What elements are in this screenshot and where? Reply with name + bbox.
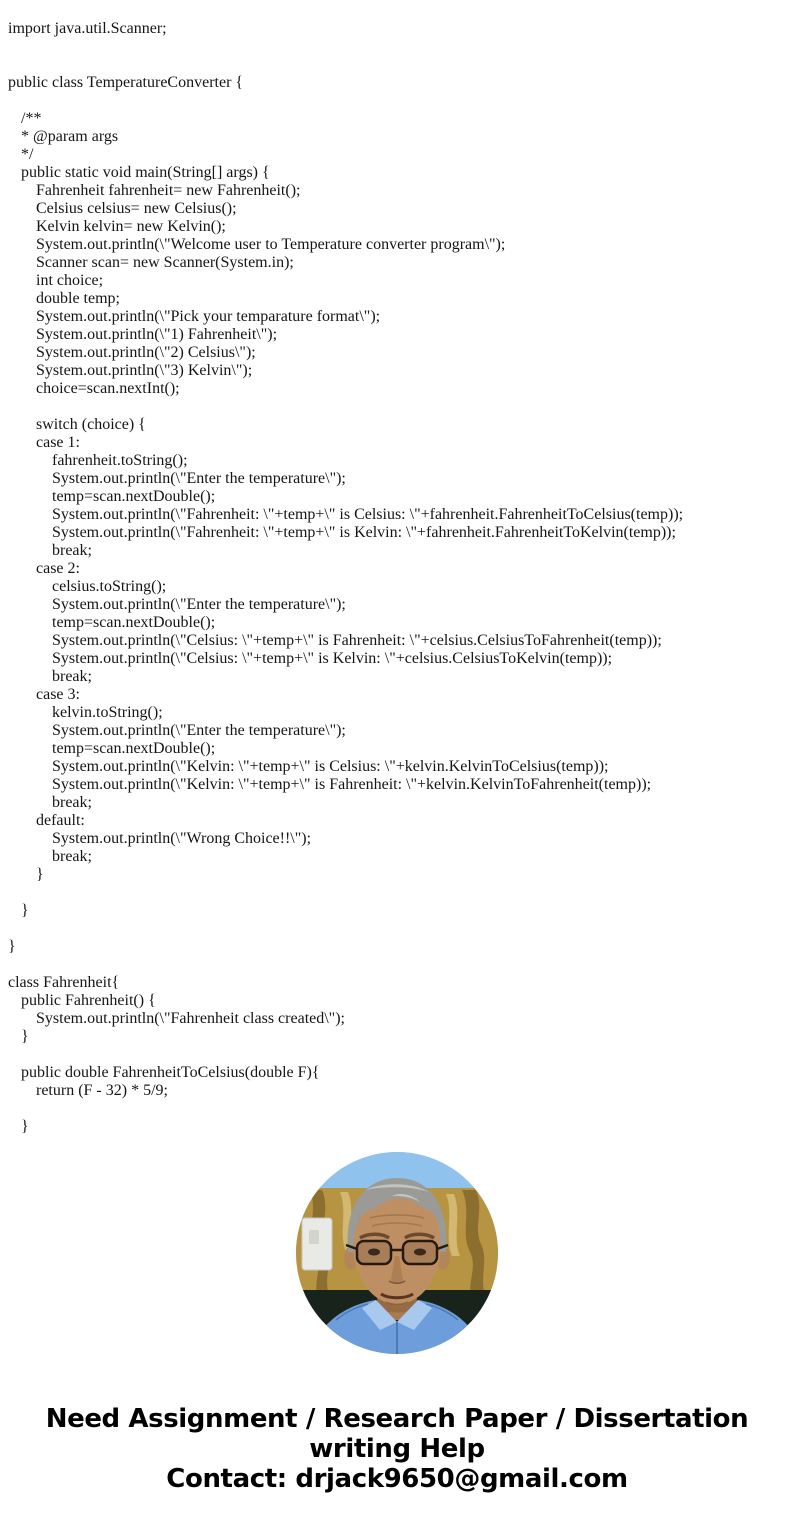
code-line: Scanner scan= new Scanner(System.in); [36, 254, 294, 271]
code-line: System.out.println(\"Celsius: \"+temp+\" is Fahrenheit: \"+celsius.CelsiusToFahrenheit(temp)); [52, 632, 662, 649]
code-line: System.out.println(\"3) Kelvin\"); [36, 362, 253, 379]
portrait-illustration [296, 1152, 498, 1354]
code-blank-line [8, 38, 794, 56]
code-line: System.out.println(\"Welcome user to Temperature converter program\"); [36, 236, 506, 253]
code-line: break; [52, 794, 92, 811]
code-line: switch (choice) { [36, 416, 146, 433]
code-line: * @param args [21, 128, 119, 145]
code-blank-line [8, 1046, 794, 1064]
footer-line: writing Help [309, 1434, 485, 1464]
code-line: temp=scan.nextDouble(); [52, 488, 216, 505]
code-line: System.out.println(\"1) Fahrenheit\"); [36, 326, 278, 343]
code-blank-line [8, 398, 794, 416]
code-line: break; [52, 668, 92, 685]
code-line: import java.util.Scanner; [8, 20, 167, 37]
code-line: int choice; [36, 272, 104, 289]
code-line: System.out.println(\"Kelvin: \"+temp+\" is Celsius: \"+kelvin.KelvinToCelsius(temp)); [52, 758, 609, 775]
code-line: public Fahrenheit() { [21, 992, 156, 1009]
code-line: break; [52, 848, 92, 865]
eye-left [368, 1249, 380, 1256]
code-line: public double FahrenheitToCelsius(double F){ [21, 1064, 320, 1081]
code-blank-line [8, 56, 794, 74]
footer-ad [0, 1404, 794, 1494]
code-line: System.out.println(\"Kelvin: \"+temp+\" is Fahrenheit: \"+kelvin.KelvinToFahrenheit(temp)); [52, 776, 652, 793]
code-line: } [21, 902, 29, 919]
code-line: case 2: [36, 560, 80, 577]
code-line: case 1: [36, 434, 80, 451]
portrait-photo [296, 1152, 498, 1354]
wall-plate-switch [309, 1230, 319, 1244]
code-line: default: [36, 812, 85, 829]
code-line: System.out.println(\"Enter the temperature\"); [52, 596, 346, 613]
code-blank-line [8, 92, 794, 110]
code-line: System.out.println(\"Wrong Choice!!\"); [52, 830, 312, 847]
code-line: System.out.println(\"Enter the temperature\"); [52, 722, 346, 739]
code-line: kelvin.toString(); [52, 704, 163, 721]
code-line: choice=scan.nextInt(); [36, 380, 180, 397]
code-line: fahrenheit.toString(); [52, 452, 188, 469]
code-line: celsius.toString(); [52, 578, 167, 595]
code-blank-line [8, 1100, 794, 1118]
footer-line: Need Assignment / Research Paper / Dissertation [45, 1404, 749, 1434]
code-line: Fahrenheit fahrenheit= new Fahrenheit(); [36, 182, 301, 199]
code-line: } [21, 1028, 29, 1045]
code-line: System.out.println(\"2) Celsius\"); [36, 344, 256, 361]
code-blank-line [8, 920, 794, 938]
code-line: class Fahrenheit{ [8, 974, 120, 991]
footer-contact-line: Contact: drjack9650@gmail.com [166, 1464, 628, 1494]
code-line: public class TemperatureConverter { [8, 74, 244, 91]
code-line: case 3: [36, 686, 80, 703]
eye-right [414, 1249, 426, 1256]
code-line: Kelvin kelvin= new Kelvin(); [36, 218, 226, 235]
code-line: System.out.println(\"Enter the temperature\"); [52, 470, 346, 487]
code-line: /** [21, 110, 42, 127]
code-line: System.out.println(\"Fahrenheit: \"+temp+\" is Kelvin: \"+fahrenheit.FahrenheitToKelvin(temp)); [52, 524, 676, 541]
code-line: public static void main(String[] args) { [21, 164, 270, 181]
code-line: System.out.println(\"Celsius: \"+temp+\" is Kelvin: \"+celsius.CelsiusToKelvin(temp)); [52, 650, 613, 667]
code-line: Celsius celsius= new Celsius(); [36, 200, 237, 217]
code-line: System.out.println(\"Fahrenheit class created\"); [36, 1010, 345, 1027]
code-line: return (F - 32) * 5/9; [36, 1082, 168, 1099]
code-line: double temp; [36, 290, 120, 307]
code-line: temp=scan.nextDouble(); [52, 614, 216, 631]
code-line: } [21, 1118, 29, 1135]
code-line: break; [52, 542, 92, 559]
code-line: */ [21, 146, 34, 163]
code-blank-line [8, 956, 794, 974]
code-line: temp=scan.nextDouble(); [52, 740, 216, 757]
code-line: System.out.println(\"Pick your temparature format\"); [36, 308, 381, 325]
code-line: } [36, 866, 44, 883]
code-line: System.out.println(\"Fahrenheit: \"+temp+\" is Celsius: \"+fahrenheit.FahrenheitToCelsius(temp)); [52, 506, 684, 523]
code-blank-line [8, 884, 794, 902]
code-line: } [8, 938, 16, 955]
